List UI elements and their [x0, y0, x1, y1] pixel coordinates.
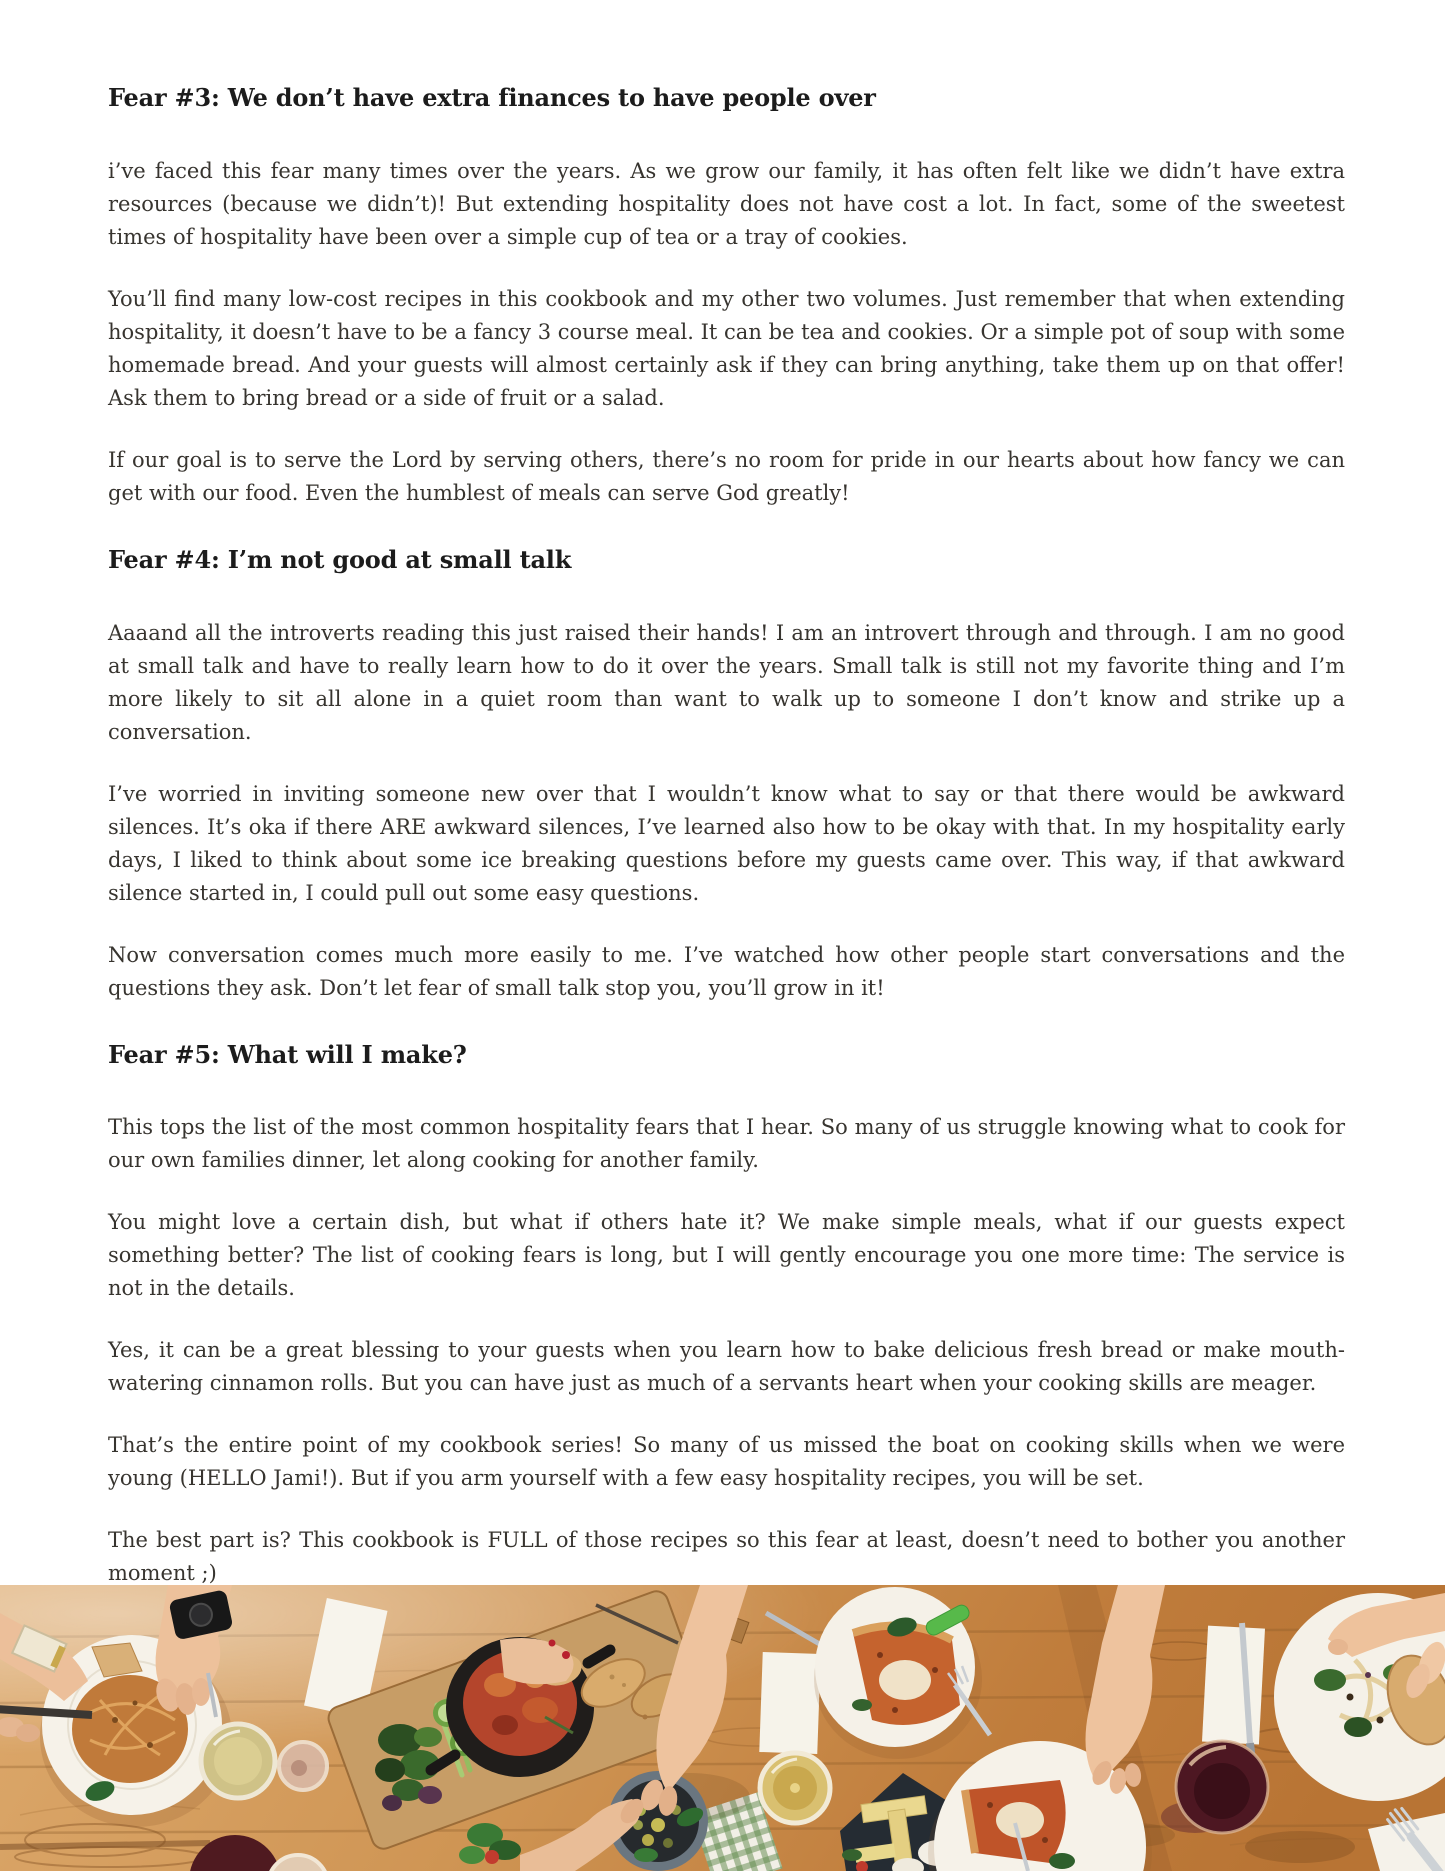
article-body	[108, 84, 1345, 1590]
paragraph: You might love a certain dish, but what if others hate it? We make simple meals, what if our guests expect something better? The list of cooking fears is long, but I will gently encourage you one more time: The service is not in the details.	[108, 1210, 1345, 1301]
paragraph: This tops the list of the most common hospitality fears that I hear. So many of us struggle knowing what to cook for our own families dinner, let along cooking for another family.	[108, 1115, 1345, 1173]
heading-fear-4: Fear #4: I’m not good at small talk	[108, 544, 572, 574]
paragraph: The best part is? This cookbook is FULL of those recipes so this fear at least, doesn’t need to bother you another moment ;)	[108, 1528, 1345, 1586]
paragraph: I’ve worried in inviting someone new over that I wouldn’t know what to say or that there would be awkward silences. It’s oka if there ARE awkward silences, I’ve learned also how to be okay with that. In my hospitality early days, I liked to think about some ice breaking questions before my guests came over. This way, if that awkward silence started in, I could pull out some easy questions.	[108, 781, 1345, 905]
paragraph: Yes, it can be a great blessing to your guests when you learn how to bake delicious fresh bread or make mouth-watering cinnamon rolls. But you can have just as much of a servants heart when your cooking skills are meager.	[108, 1338, 1345, 1396]
table-photo	[0, 1585, 1445, 1871]
paragraph: If our goal is to serve the Lord by serving others, there’s no room for pride in our hearts about how fancy we can get with our food. Even the humblest of meals can serve God greatly!	[108, 447, 1345, 505]
empty-glass	[279, 1742, 327, 1790]
paragraph: You’ll find many low-cost recipes in this cookbook and my other two volumes. Just remember that when extending hospitality, it doesn’t have to be a fancy 3 course meal. It can be tea and cookies. Or a simple pot of soup with some homemade bread. And your guests will almost certainly ask if they can bring anything, take them up on that offer! Ask them to bring bread or a side of fruit or a salad.	[108, 286, 1345, 410]
heading-fear-5: Fear #5: What will I make?	[108, 1039, 467, 1069]
paragraph: That’s the entire point of my cookbook series! So many of us missed the boat on cooking skills when we were young (HELLO Jami!). But if you arm yourself with a few easy hospitality recipes, you will be set.	[108, 1433, 1345, 1491]
white-wine-glass-center	[760, 1753, 830, 1823]
paragraph: i’ve faced this fear many times over the years. As we grow our family, it has often felt like we didn’t have extra resources (because we didn’t)! But extending hospitality does not have cost a lot. In fact, some of the sweetest times of hospitality have been over a simple cup of tea or a tray of cookies.	[108, 158, 1345, 249]
heading-fear-3: Fear #3: We don’t have extra finances to have people over	[108, 83, 876, 112]
white-wine-glass	[201, 1724, 275, 1798]
paragraph: Aaaand all the introverts reading this just raised their hands! I am an introvert through and through. I am no good at small talk and have to really learn how to do it over the years. Small talk is still not my favorite thing and I’m more likely to sit all alone in a quiet room than want to walk up to someone I don’t know and strike up a conversation.	[108, 620, 1345, 744]
paragraph: Now conversation comes much more easily to me. I’ve watched how other people start conversations and the questions they ask. Don’t let fear of small talk stop you, you’ll grow in it!	[108, 942, 1345, 1000]
